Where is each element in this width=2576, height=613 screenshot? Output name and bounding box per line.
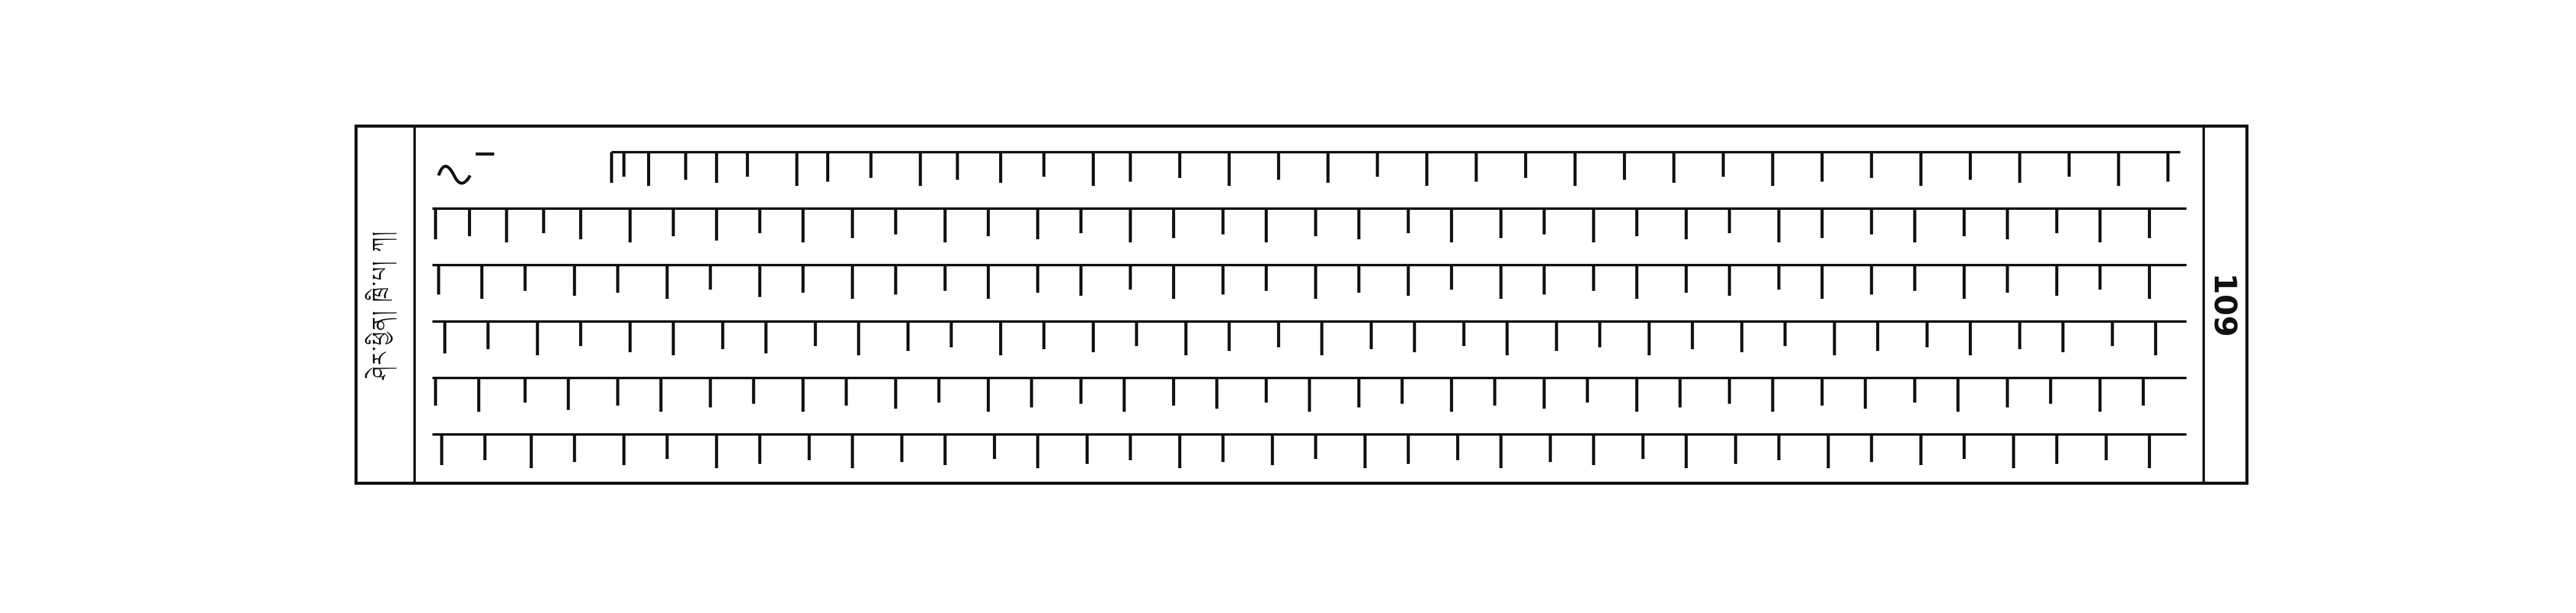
tibetan-script-line <box>426 421 2193 477</box>
text-line <box>426 139 2193 195</box>
text-line <box>426 421 2193 477</box>
tibetan-script-line <box>426 364 2193 421</box>
text-line <box>426 195 2193 252</box>
page-number: 109 <box>2207 272 2243 337</box>
text-block <box>426 139 2193 476</box>
text-line <box>426 252 2193 308</box>
tibetan-script-line <box>426 252 2193 308</box>
tibetan-script-line <box>426 195 2193 252</box>
text-line <box>426 308 2193 364</box>
text-line <box>426 364 2193 421</box>
margin-title: ཤེར་ཕྱིན། ཁྲི་པ། ཀ། <box>367 229 393 380</box>
manuscript-folio <box>355 125 2248 485</box>
left-margin <box>358 128 416 482</box>
tibetan-script-line <box>426 139 2193 195</box>
tibetan-script-line <box>426 308 2193 364</box>
right-margin <box>2202 128 2245 482</box>
